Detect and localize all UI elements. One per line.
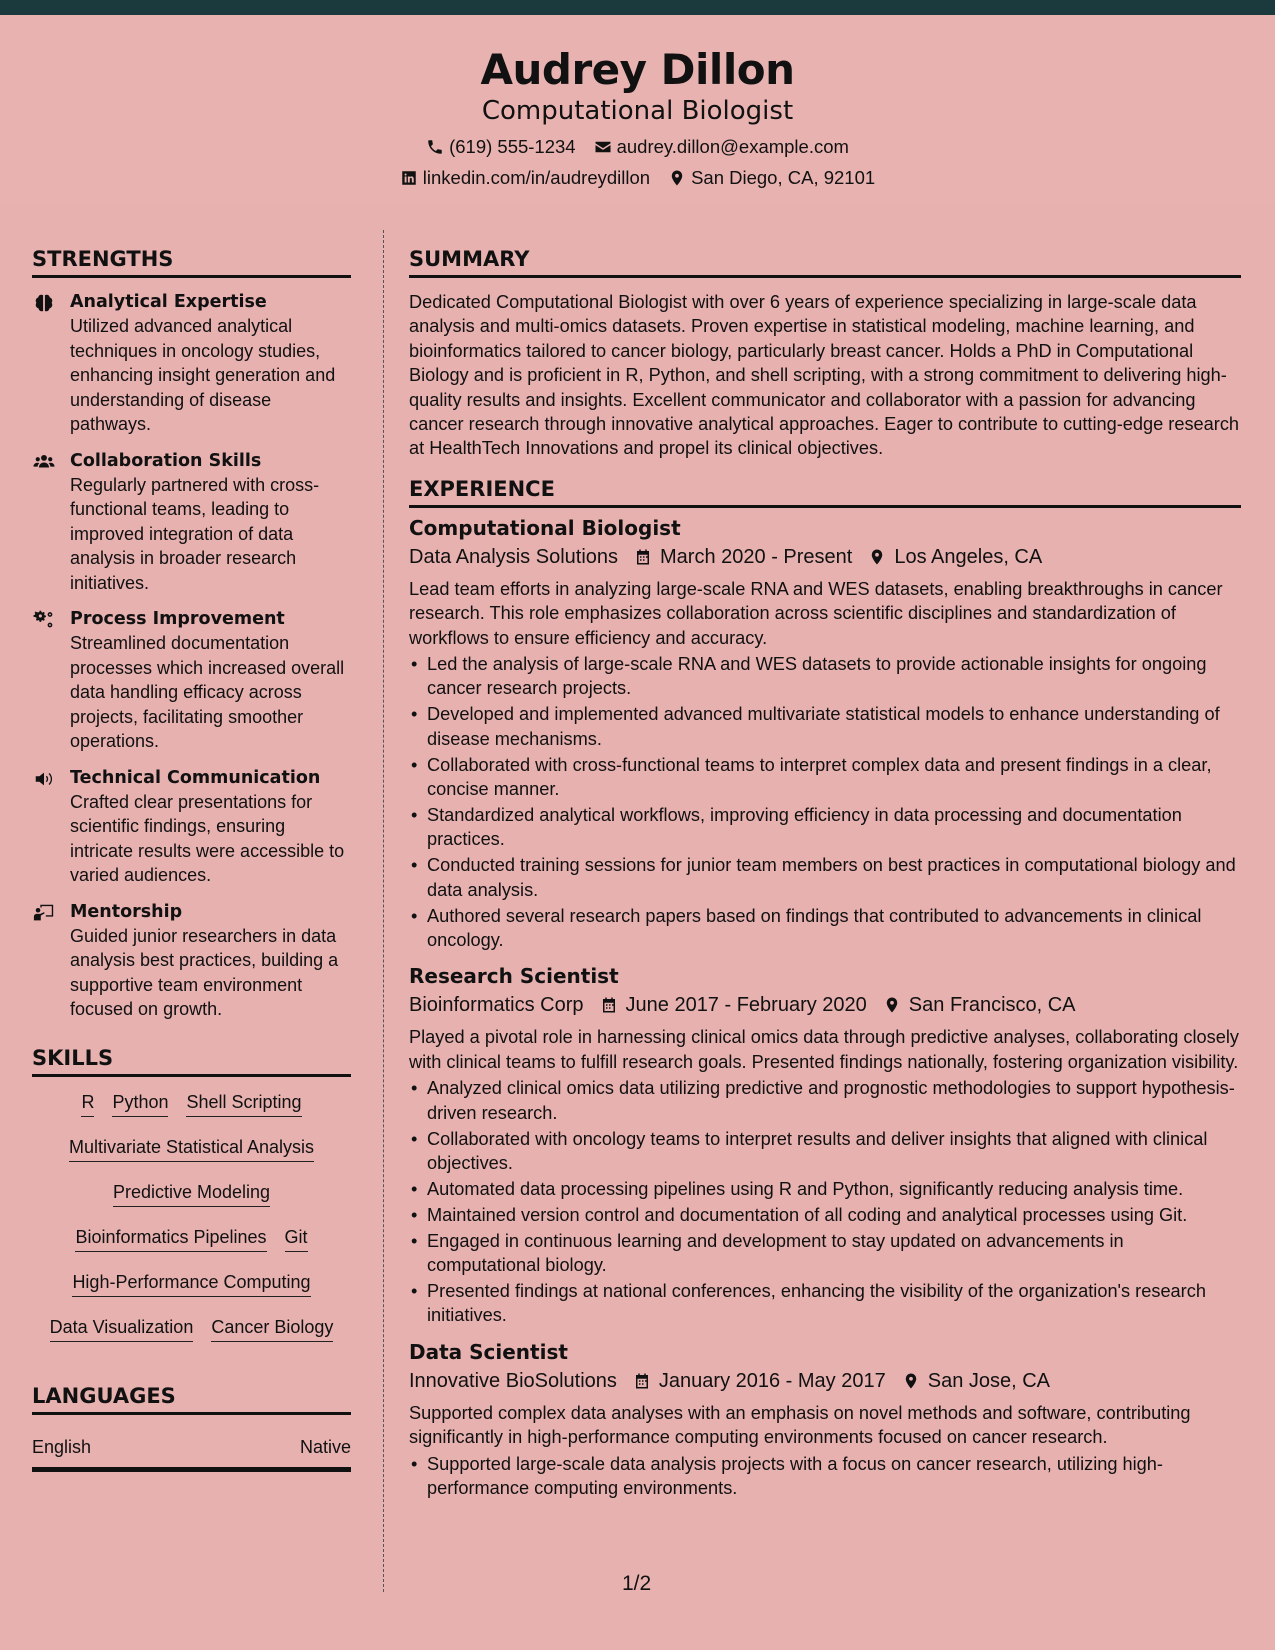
summary-section bbox=[409, 245, 1241, 461]
job-bullets bbox=[409, 1452, 1241, 1501]
resume-header bbox=[0, 15, 1275, 204]
strength-title: Process Improvement bbox=[70, 609, 285, 629]
summary-heading: SUMMARY bbox=[409, 245, 1241, 278]
calendar-icon bbox=[600, 995, 618, 1015]
map-marker-icon bbox=[868, 547, 886, 567]
skills-line bbox=[81, 1091, 301, 1117]
company-name: Innovative BioSolutions bbox=[409, 1369, 617, 1392]
skills-line bbox=[75, 1226, 307, 1252]
bullet-item: • Maintained version control and documentation of all coding and analytical processes using Git. bbox=[409, 1203, 1241, 1227]
contact-row-primary bbox=[0, 135, 1275, 159]
bullet-item: • Automated data processing pipelines using R and Python, significantly reducing analysis time. bbox=[409, 1177, 1241, 1201]
top-accent-bar bbox=[0, 0, 1275, 15]
company-name: Bioinformatics Corp bbox=[409, 994, 584, 1017]
strength-desc: Utilized advanced analytical techniques in oncology studies, enhancing insight generation and understanding of disease pathways. bbox=[70, 316, 336, 434]
column-divider bbox=[383, 230, 384, 1592]
users-icon bbox=[32, 451, 56, 473]
chalkboard-teacher-icon bbox=[32, 902, 56, 924]
skills-section bbox=[32, 1044, 351, 1342]
skill-tag: R bbox=[81, 1091, 94, 1117]
job-dates bbox=[633, 1366, 886, 1396]
skill-tag: Cancer Biology bbox=[211, 1316, 333, 1342]
strengths-heading: STRENGTHS bbox=[32, 245, 351, 278]
linkedin-icon bbox=[400, 169, 418, 187]
email-contact[interactable] bbox=[594, 135, 849, 159]
job-dates bbox=[600, 990, 867, 1020]
skill-tag: Data Visualization bbox=[50, 1316, 194, 1342]
bullet-item: • Collaborated with oncology teams to interpret results and deliver insights that aligned with clinical objectives. bbox=[409, 1127, 1241, 1176]
languages-section bbox=[32, 1382, 351, 1472]
job-meta bbox=[409, 990, 1241, 1020]
job-description: Played a pivotal role in harnessing clinical omics data through predictive analyses, collaborating closely with clinical teams to fulfill research goals. Presented findings nationally, fostering organization visibility. bbox=[409, 1027, 1240, 1072]
job-company bbox=[409, 990, 584, 1020]
strength-title: Analytical Expertise bbox=[70, 292, 267, 312]
strength-desc: Guided junior researchers in data analysis best practices, building a supportive team environment focused on growth. bbox=[70, 925, 339, 1019]
skill-tag: Git bbox=[285, 1226, 308, 1252]
job-entry bbox=[409, 1338, 1241, 1501]
calendar-icon bbox=[633, 1371, 651, 1391]
strengths-section bbox=[32, 245, 351, 1022]
phone-text: (619) 555-1234 bbox=[449, 136, 576, 157]
job-role: Data Scientist bbox=[409, 1339, 568, 1364]
map-marker-icon bbox=[883, 995, 901, 1015]
job-location bbox=[883, 990, 1076, 1020]
strength-item bbox=[32, 290, 351, 437]
location-text: San Diego, CA, 92101 bbox=[691, 167, 876, 188]
location-text: Los Angeles, CA bbox=[894, 545, 1043, 568]
job-meta bbox=[409, 542, 1241, 572]
volume-icon bbox=[32, 768, 56, 790]
languages-heading: LANGUAGES bbox=[32, 1382, 351, 1415]
bullet-item: • Supported large-scale data analysis projects with a focus on cancer research, utilizing high-performance computing environments. bbox=[409, 1452, 1241, 1501]
job-location bbox=[868, 542, 1042, 572]
map-marker-icon bbox=[902, 1371, 920, 1391]
company-name: Data Analysis Solutions bbox=[409, 545, 619, 568]
strength-desc: Crafted clear presentations for scientific findings, ensuring intricate results were accessible to varied audiences. bbox=[70, 791, 345, 885]
job-bullets bbox=[409, 1076, 1241, 1328]
skill-tag: Shell Scripting bbox=[186, 1091, 301, 1117]
left-column bbox=[32, 245, 351, 1472]
strength-title: Collaboration Skills bbox=[70, 450, 262, 471]
skills-line bbox=[69, 1136, 314, 1162]
bullet-item: • Collaborated with cross-functional teams to interpret complex data and present findings in a clear, concise manner. bbox=[409, 753, 1241, 802]
skills-line bbox=[72, 1271, 310, 1297]
bullet-item: • Led the analysis of large-scale RNA and WES datasets to provide actionable insights for ongoing cancer research projects. bbox=[409, 652, 1241, 701]
skill-tag: Predictive Modeling bbox=[113, 1181, 270, 1207]
strength-title: Mentorship bbox=[70, 901, 183, 922]
skills-heading: SKILLS bbox=[32, 1044, 351, 1077]
strength-item bbox=[32, 900, 351, 1022]
envelope-icon bbox=[594, 138, 612, 156]
skill-tag: Bioinformatics Pipelines bbox=[75, 1226, 266, 1252]
job-role: Research Scientist bbox=[409, 964, 619, 989]
skill-tag: High-Performance Computing bbox=[72, 1271, 310, 1297]
bullet-item: • Presented findings at national conferences, enhancing the visibility of the organization's research initiatives. bbox=[409, 1279, 1241, 1328]
job-entry bbox=[409, 514, 1241, 953]
candidate-title: Computational Biologist bbox=[481, 96, 794, 126]
phone-contact[interactable] bbox=[426, 135, 576, 159]
skill-tag: Python bbox=[112, 1091, 168, 1117]
map-marker-icon bbox=[668, 169, 686, 187]
language-level: Native bbox=[299, 1436, 351, 1457]
skill-tag: Multivariate Statistical Analysis bbox=[69, 1136, 314, 1162]
strength-desc: Streamlined documentation processes which increased overall data handling efficacy across projects, facilitating smoother operations. bbox=[70, 633, 345, 751]
linkedin-contact[interactable] bbox=[400, 166, 650, 190]
candidate-name: Audrey Dillon bbox=[480, 45, 795, 94]
bullet-item: • Engaged in continuous learning and development to stay updated on advancements in computational biology. bbox=[409, 1229, 1241, 1278]
job-description: Lead team efforts in analyzing large-scale RNA and WES datasets, enabling breakthroughs in cancer research. This role emphasizes collaboration across scientific disciplines and standardization of workflows to ensure efficiency and accuracy. bbox=[409, 578, 1223, 648]
experience-section bbox=[409, 475, 1241, 1501]
bullet-item: • Standardized analytical workflows, improving efficiency in data processing and documentation practices. bbox=[409, 803, 1241, 852]
job-role: Computational Biologist bbox=[409, 515, 681, 540]
skills-line bbox=[50, 1316, 334, 1342]
strength-item bbox=[32, 766, 351, 888]
job-meta bbox=[409, 1366, 1241, 1396]
right-column bbox=[409, 245, 1241, 1502]
skills-line bbox=[113, 1181, 270, 1207]
dates-text: March 2020 - Present bbox=[660, 545, 853, 568]
bullet-item: • Conducted training sessions for junior team members on best practices in computational biology and data analysis. bbox=[409, 853, 1241, 902]
bullet-item: • Authored several research papers based on findings that contributed to advancements in clinical oncology. bbox=[409, 904, 1241, 953]
experience-heading: EXPERIENCE bbox=[409, 475, 1241, 508]
language-name: English bbox=[32, 1436, 92, 1457]
strength-item bbox=[32, 607, 351, 754]
location-text: San Jose, CA bbox=[927, 1369, 1051, 1392]
brain-icon bbox=[32, 292, 56, 314]
bullet-item: • Developed and implemented advanced multivariate statistical models to enhance understanding of disease mechanisms. bbox=[409, 702, 1241, 751]
job-entry bbox=[409, 962, 1241, 1327]
calendar-icon bbox=[634, 547, 652, 567]
skills-list bbox=[32, 1091, 351, 1342]
job-bullets bbox=[409, 652, 1241, 952]
cogs-icon bbox=[32, 609, 56, 631]
summary-text: Dedicated Computational Biologist with over 6 years of experience specializing in large-scale data analysis and multi-omics datasets. Proven expertise in statistical modeling, machine learning, and bioinformatics tailored to cancer biology, particularly breast cancer. Holds a PhD in Computational Biology and is proficient in R, Python, and shell scripting, with a strong commitment to delivering high-quality results and insights. Excellent communicator and collaborator with a passion for advancing cancer research through innovative analytical approaches. Eager to contribute to cutting-edge research at HealthTech Innovations and propel its clinical objectives. bbox=[409, 292, 1240, 459]
phone-icon bbox=[426, 138, 444, 156]
strength-desc: Regularly partnered with cross-functional teams, leading to improved integration of data analysis in broader research initiatives. bbox=[70, 474, 320, 593]
strength-title: Technical Communication bbox=[70, 767, 321, 788]
location-text: San Francisco, CA bbox=[908, 994, 1076, 1017]
contact-row-secondary bbox=[0, 166, 1275, 190]
job-company bbox=[409, 542, 618, 572]
dates-text: June 2017 - February 2020 bbox=[625, 994, 867, 1017]
bullet-item: • Analyzed clinical omics data utilizing predictive and prognostic methodologies to support hypothesis-driven research. bbox=[409, 1076, 1241, 1125]
location-contact bbox=[668, 166, 875, 190]
language-item bbox=[32, 1435, 351, 1472]
strength-item bbox=[32, 449, 351, 596]
email-text: audrey.dillon@example.com bbox=[616, 136, 849, 157]
dates-text: January 2016 - May 2017 bbox=[658, 1369, 886, 1392]
job-location bbox=[902, 1366, 1050, 1396]
job-company bbox=[409, 1366, 617, 1396]
page-number: 1/2 bbox=[622, 1572, 652, 1595]
linkedin-text: linkedin.com/in/audreydillon bbox=[422, 167, 651, 188]
job-dates bbox=[634, 542, 852, 572]
job-description: Supported complex data analyses with an emphasis on novel methods and software, contributing significantly in high-performance computing environments focused on cancer research. bbox=[409, 1402, 1191, 1448]
